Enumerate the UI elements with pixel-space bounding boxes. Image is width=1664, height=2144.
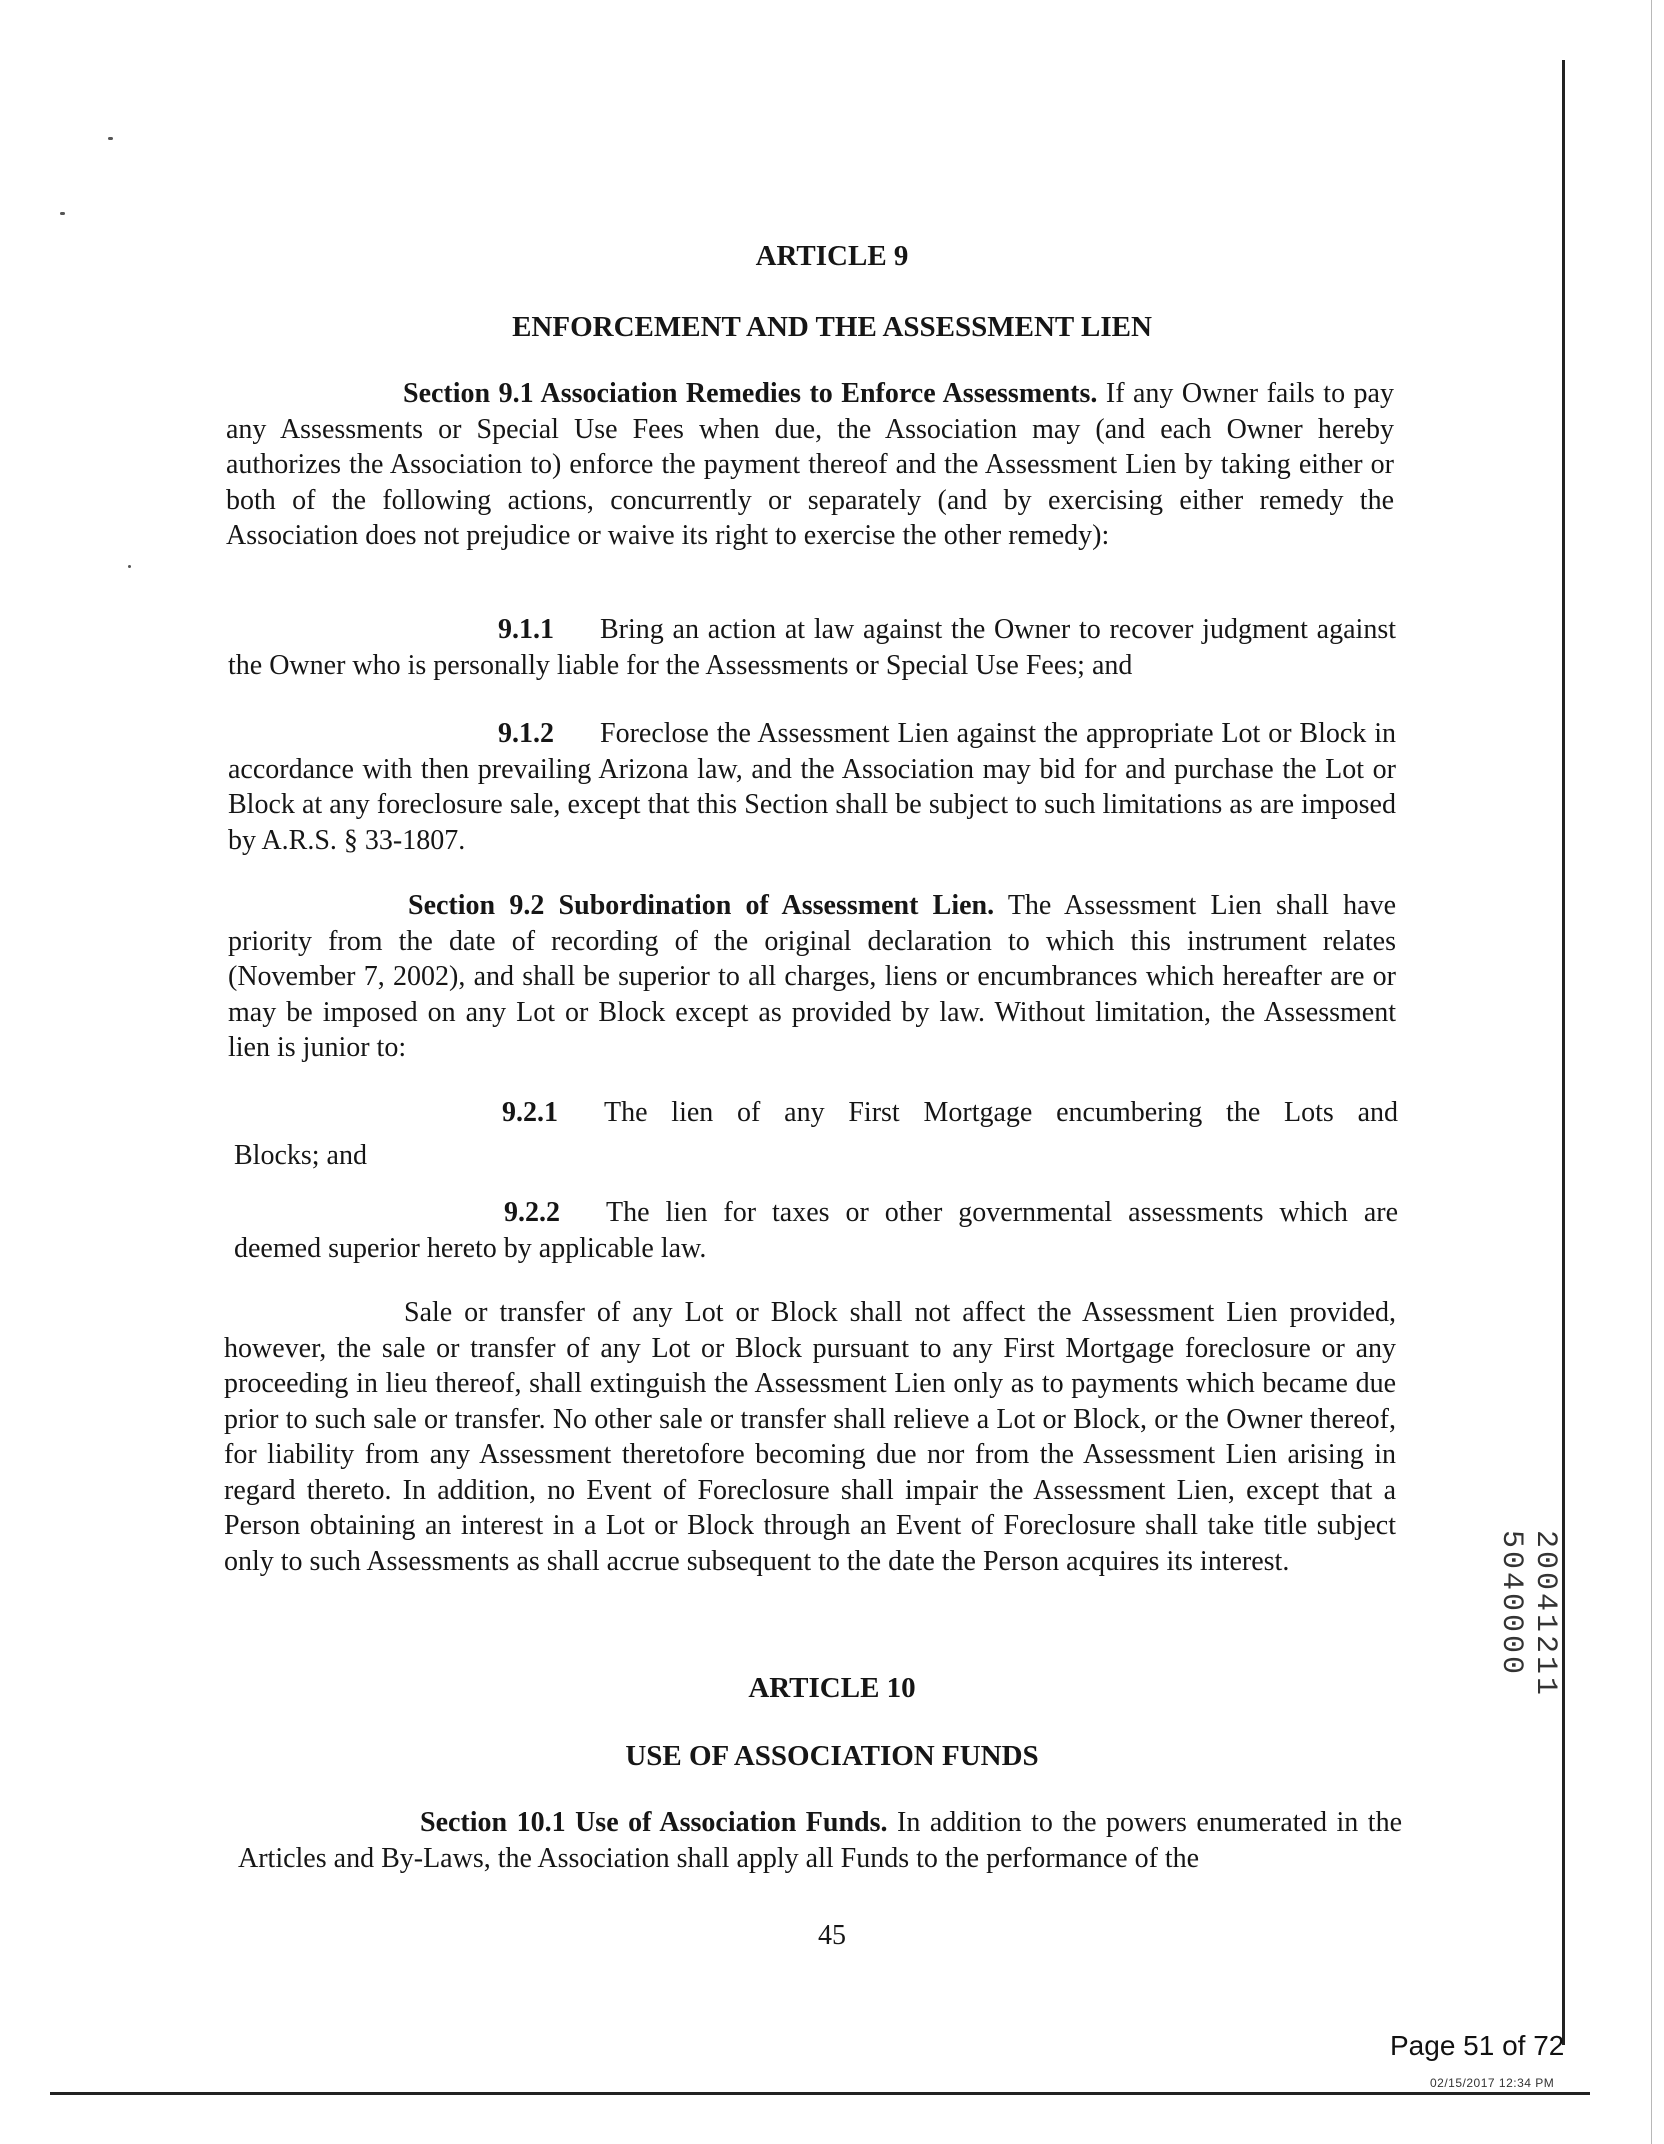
scan-speck bbox=[128, 565, 131, 568]
section-9-1-paragraph bbox=[226, 376, 1394, 554]
item-9-2-1-text: The lien of any First Mortgage encumbering the Lots and bbox=[604, 1097, 1398, 1128]
item-9-1-2-paragraph bbox=[228, 716, 1396, 858]
section-10-1-label: Section 10.1 Use of Association Funds. bbox=[420, 1807, 888, 1838]
article-9-heading: ARTICLE 9 bbox=[755, 240, 909, 272]
page-number: 45 bbox=[818, 1920, 846, 1951]
scan-speck bbox=[60, 212, 65, 215]
item-9-2-1-continuation: Blocks; and bbox=[234, 1140, 367, 1171]
bates-stamp: 20041211 5040000 bbox=[1494, 1530, 1562, 1699]
item-9-2-1-label: 9.2.1 bbox=[502, 1097, 558, 1128]
item-9-2-2-label: 9.2.2 bbox=[504, 1197, 560, 1228]
item-9-1-2-text: Foreclose the Assessment Lien against the appropriate Lot or Block in accordance with then prevailing Arizona law, and the Association may bid for and purchase the Lot or Block at any foreclosure sale, except that this Section shall be subject to such limitations as are imposed by A.R.S. § 33-1807. bbox=[228, 718, 1396, 856]
item-9-1-1-paragraph bbox=[228, 612, 1396, 683]
item-9-1-1-label: 9.1.1 bbox=[498, 614, 554, 645]
article-9-title: ENFORCEMENT AND THE ASSESSMENT LIEN bbox=[512, 311, 1152, 343]
item-9-2-2-text: The lien for taxes or other governmental assessments which are deemed superior hereto by applicable law. bbox=[234, 1197, 1398, 1264]
item-9-2-1-paragraph bbox=[230, 1095, 1398, 1131]
scan-speck bbox=[108, 137, 113, 140]
section-10-1-paragraph bbox=[238, 1805, 1402, 1876]
item-9-1-1-text: Bring an action at law against the Owner to recover judgment against the Owner who is personally liable for the Assessments or Special Use Fees; and bbox=[228, 614, 1396, 681]
section-10-1-text: In addition to the powers enumerated in the Articles and By-Laws, the Association shall apply all Funds to the performance of the bbox=[238, 1807, 1402, 1874]
article-10-title: USE OF ASSOCIATION FUNDS bbox=[625, 1740, 1039, 1772]
page-border-bottom bbox=[50, 2092, 1590, 2095]
section-9-2-label: Section 9.2 Subordination of Assessment Lien. bbox=[408, 890, 995, 921]
article-10-heading: ARTICLE 10 bbox=[748, 1672, 916, 1704]
section-9-2-paragraph bbox=[228, 888, 1396, 1066]
page-of-indicator: Page 51 of 72 bbox=[1390, 2030, 1565, 2061]
sale-transfer-paragraph: Sale or transfer of any Lot or Block shall not affect the Assessment Lien provided, however, the sale or transfer of any Lot or Block pursuant to any First Mortgage foreclosure or any proceeding in lieu thereof, shall extinguish the Assessment Lien only as to payments which became due prior to such sale or transfer. No other sale or transfer shall relieve a Lot or Block, or the Owner thereof, for liability from any Assessment theretofore becoming due nor from the Assessment Lien arising in regard thereto. In addition, no Event of Foreclosure shall impair the Assessment Lien, except that a Person obtaining an interest in a Lot or Block through an Event of Foreclosure shall take title subject only to such Assessments as shall accrue subsequent to the date the Person acquires its interest. bbox=[224, 1297, 1396, 1577]
item-9-2-2-paragraph bbox=[234, 1195, 1398, 1266]
print-timestamp: 02/15/2017 12:34 PM bbox=[1430, 2076, 1555, 2090]
item-9-1-2-label: 9.1.2 bbox=[498, 718, 554, 749]
section-9-2-text: The Assessment Lien shall have priority from the date of recording of the original declaration to which this instrument relates (November 7, 2002), and shall be superior to all charges, liens or encumbrances which hereafter are or may be imposed on any Lot or Block except as provided by law. Without limitation, the Assessment lien is junior to: bbox=[228, 890, 1397, 1063]
section-9-1-text: If any Owner fails to pay any Assessments or Special Use Fees when due, the Association may (and each Owner hereby authorizes the Association to) enforce the payment thereof and the Assessment Lien by taking either or both of the following actions, concurrently or separately (and by exercising either remedy the Association does not prejudice or waive its right to exercise the other remedy): bbox=[226, 378, 1394, 551]
section-9-1-label: Section 9.1 Association Remedies to Enforce Assessments. bbox=[403, 378, 1098, 409]
